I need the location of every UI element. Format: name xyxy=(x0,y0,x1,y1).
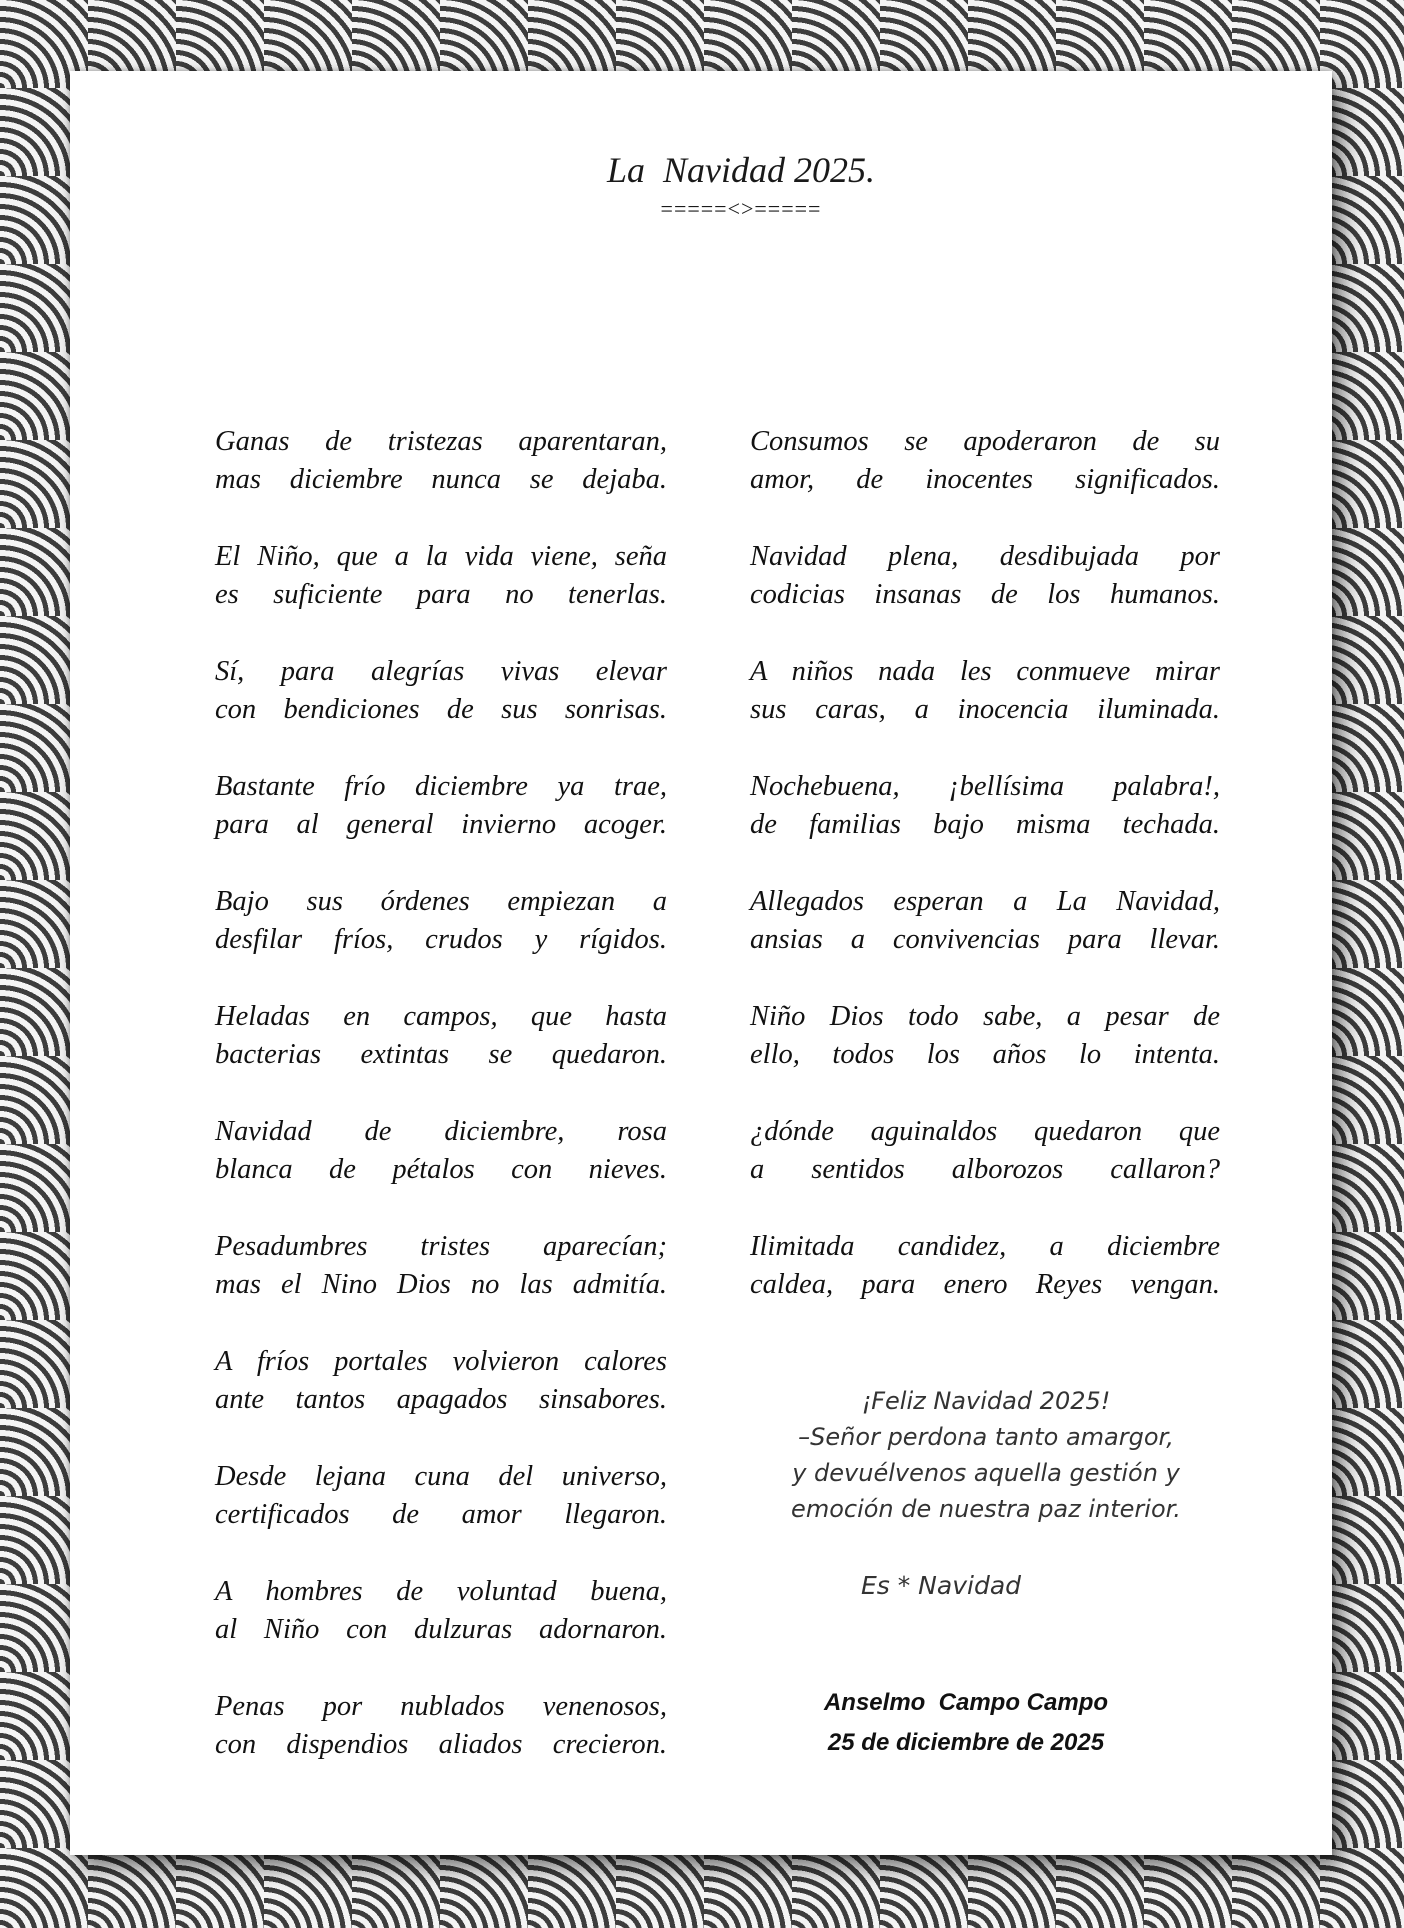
verse-line: con dispendios aliados crecieron. xyxy=(215,1729,667,1760)
verse-line: Desde lejana cuna del universo, xyxy=(215,1461,667,1492)
verse-line: para al general invierno acoger. xyxy=(215,809,667,840)
verse-line: Penas por nublados venenosos, xyxy=(215,1691,667,1722)
signature-block xyxy=(746,1683,1186,1763)
verse-line: amor, de inocentes significados. xyxy=(750,464,1220,495)
verse-line: mas diciembre nunca se dejaba. xyxy=(215,464,667,495)
verse-line: sus caras, a inocencia iluminada. xyxy=(750,694,1220,725)
verse-line: mas el Nino Dios no las admitía. xyxy=(215,1269,667,1300)
stanza xyxy=(215,423,667,499)
verse-line: Bajo sus órdenes empiezan a xyxy=(215,886,667,917)
stanza xyxy=(215,1343,667,1419)
stanza xyxy=(750,1228,1220,1304)
poem-left-column xyxy=(215,423,667,1803)
stanza xyxy=(215,1113,667,1189)
verse-line: El Niño, que a la vida viene, seña xyxy=(215,541,667,572)
poem-title: La Navidad 2025. xyxy=(606,150,875,190)
stanza xyxy=(215,1573,667,1649)
stanza xyxy=(215,538,667,614)
stanza xyxy=(750,538,1220,614)
verse-line: ansias a convivencias para llevar. xyxy=(750,924,1220,955)
verse-line: Nochebuena, ¡bellísima palabra!, xyxy=(750,771,1220,802)
stanza xyxy=(750,768,1220,844)
stanza xyxy=(215,1228,667,1304)
stanza xyxy=(750,883,1220,959)
stanza xyxy=(215,998,667,1074)
verse-line: caldea, para enero Reyes vengan. xyxy=(750,1269,1220,1300)
verse-line: codicias insanas de los humanos. xyxy=(750,579,1220,610)
verse-line: al Niño con dulzuras adornaron. xyxy=(215,1614,667,1645)
stanza xyxy=(215,768,667,844)
verse-line: a sentidos alborozos callaron? xyxy=(750,1154,1220,1185)
verse-line: A fríos portales volvieron calores xyxy=(215,1346,667,1377)
verse-line: Pesadumbres tristes aparecían; xyxy=(215,1231,667,1262)
signature-date: 25 de diciembre de 2025 xyxy=(827,1729,1105,1756)
verse-line: bacterias extintas se quedaron. xyxy=(215,1039,667,1070)
stanza xyxy=(215,1458,667,1534)
verse-line: Ganas de tristezas aparentaran, xyxy=(215,426,667,457)
title-divider: =====<>===== xyxy=(660,196,822,221)
verse-line: desfilar fríos, crudos y rígidos. xyxy=(215,924,667,955)
verse-line: blanca de pétalos con nieves. xyxy=(215,1154,667,1185)
verse-line: A niños nada les conmueve mirar xyxy=(750,656,1220,687)
verse-line: con bendiciones de sus sonrisas. xyxy=(215,694,667,725)
author-name: Anselmo Campo Campo xyxy=(823,1689,1109,1716)
verse-line: ante tantos apagados sinsabores. xyxy=(215,1384,667,1415)
verse-line: Navidad de diciembre, rosa xyxy=(215,1116,667,1147)
stanza xyxy=(750,998,1220,1074)
verse-line: A hombres de voluntad buena, xyxy=(215,1576,667,1607)
greeting-line: ¡Feliz Navidad 2025! xyxy=(861,1387,1111,1415)
verse-line: Heladas en campos, que hasta xyxy=(215,1001,667,1032)
verse-line: ello, todos los años lo intenta. xyxy=(750,1039,1220,1070)
christmas-greeting xyxy=(746,1383,1226,1527)
greeting-line: –Señor perdona tanto amargor, xyxy=(798,1423,1174,1451)
stanza xyxy=(215,653,667,729)
verse-line: Navidad plena, desdibujada por xyxy=(750,541,1220,572)
verse-line: de familias bajo misma techada. xyxy=(750,809,1220,840)
verse-line: Bastante frío diciembre ya trae, xyxy=(215,771,667,802)
verse-line: Allegados esperan a La Navidad, xyxy=(750,886,1220,917)
verse-line: ¿dónde aguinaldos quedaron que xyxy=(750,1116,1220,1147)
greeting-line: y devuélvenos aquella gestión y xyxy=(792,1459,1180,1487)
stanza xyxy=(750,423,1220,499)
stanza xyxy=(750,1113,1220,1189)
verse-line: es suficiente para no tenerlas. xyxy=(215,579,667,610)
verse-line: Consumos se apoderaron de su xyxy=(750,426,1220,457)
stanza xyxy=(215,1688,667,1764)
verse-line: Sí, para alegrías vivas elevar xyxy=(215,656,667,687)
poem-right-column xyxy=(750,423,1220,1343)
verse-line: Niño Dios todo sabe, a pesar de xyxy=(750,1001,1220,1032)
stanza xyxy=(215,883,667,959)
poem-page xyxy=(70,71,1332,1855)
verse-line: certificados de amor llegaron. xyxy=(215,1499,667,1530)
closing-phrase: Es * Navidad xyxy=(860,1571,1022,1600)
stanza xyxy=(750,653,1220,729)
verse-line: Ilimitada candidez, a diciembre xyxy=(750,1231,1220,1262)
greeting-line: emoción de nuestra paz interior. xyxy=(791,1495,1181,1523)
